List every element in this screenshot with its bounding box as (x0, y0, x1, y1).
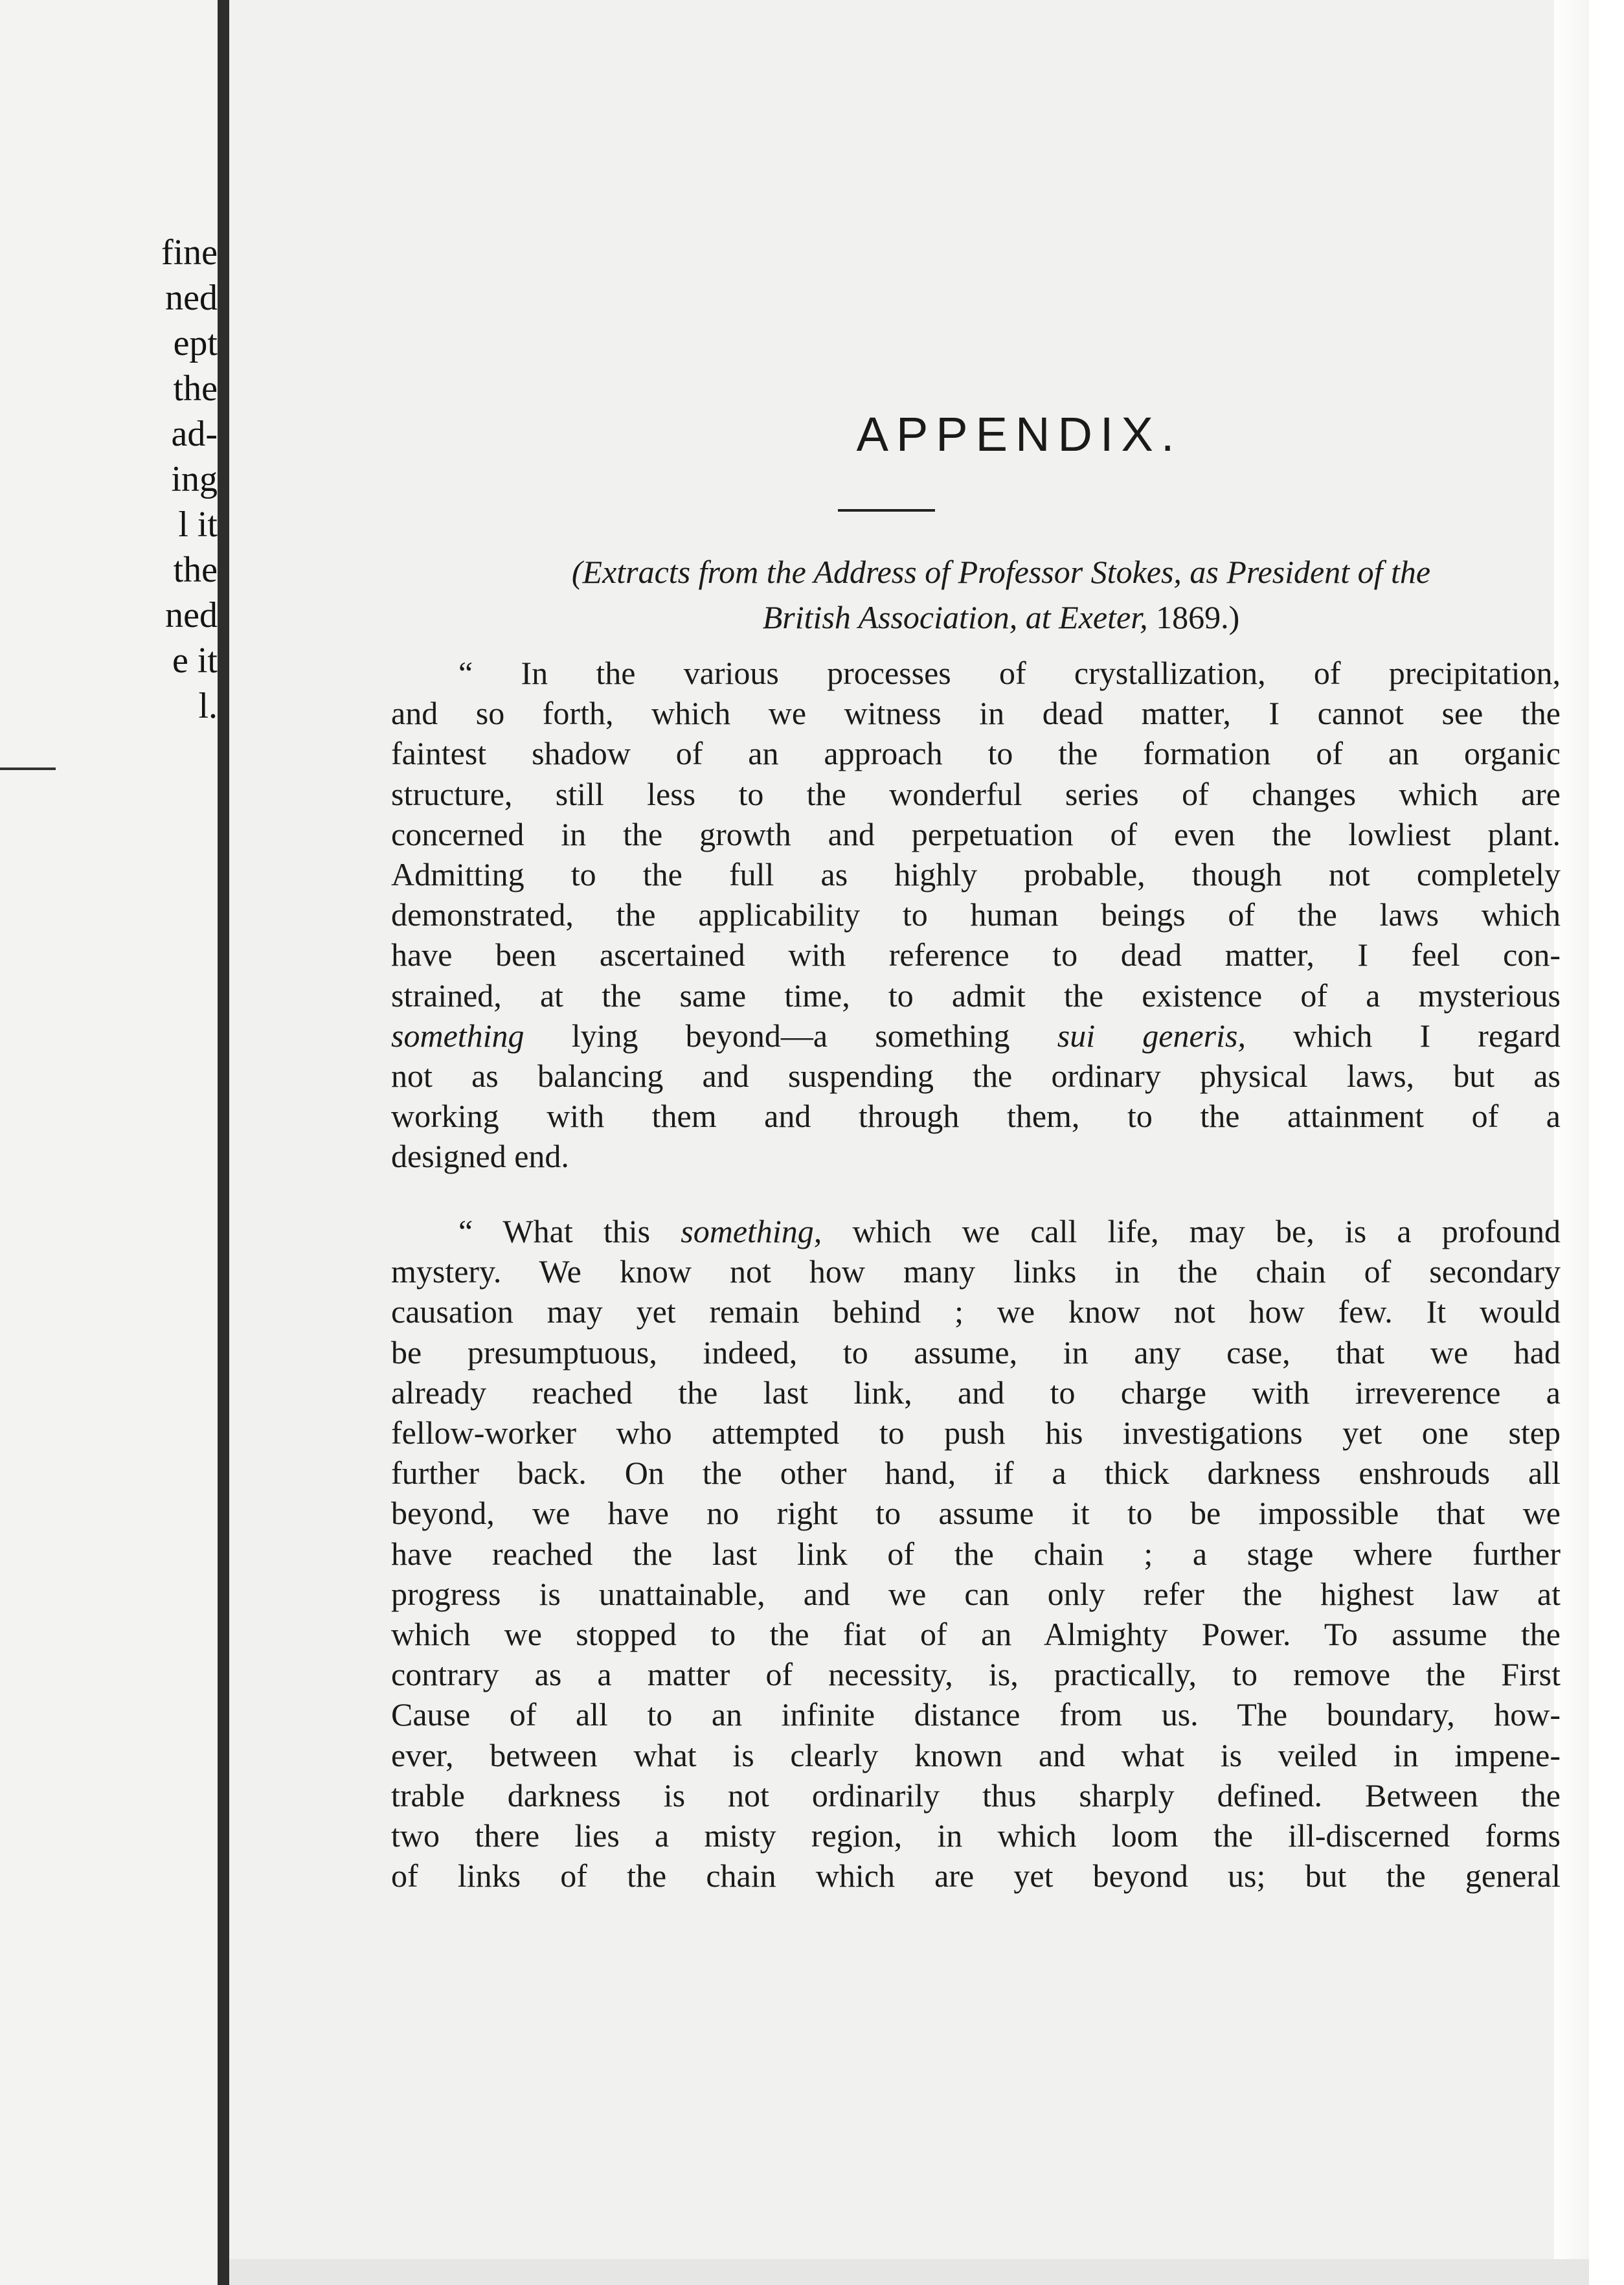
text-line (391, 1016, 1561, 1056)
text-line: contrary as a matter of necessity, is, practically, to remove the First (391, 1656, 1561, 1693)
text-span: lying beyond—a something (524, 1017, 1057, 1054)
left-page-fragment: ad- (171, 414, 218, 454)
page-title: APPENDIX. (856, 407, 1182, 461)
text-line: of links of the chain which are yet beyond us; but the general (391, 1858, 1561, 1894)
page-subtitle (412, 549, 1590, 640)
left-page-fragment: the (173, 550, 218, 590)
text-line: strained, at the same time, to admit the existence of a mysterious (391, 977, 1561, 1014)
left-page-fragment: ned (165, 278, 218, 318)
previous-page-edge (0, 0, 218, 2285)
text-line: not as balancing and suspending the ordinary physical laws, but as (391, 1058, 1561, 1095)
subtitle-year: 1869.) (1147, 599, 1240, 635)
page-bottom-shadow (229, 2259, 1589, 2285)
paragraph-2 (391, 1211, 1561, 1896)
text-line: be presumptuous, indeed, to assume, in any case, that we had (391, 1334, 1561, 1370)
text-line: two there lies a misty region, in which loom the ill-discerned forms (391, 1817, 1561, 1854)
text-line: demonstrated, the applicability to human beings of the laws which (391, 896, 1561, 933)
text-line: which we stopped to the fiat of an Almighty Power. To assume the (391, 1616, 1561, 1653)
left-page-fragment: ned (165, 595, 218, 635)
italic-phrase: sui generis, (1057, 1017, 1246, 1054)
text-line: causation may yet remain behind ; we know not how few. It would (391, 1293, 1561, 1330)
left-page-fragment: l. (198, 686, 218, 726)
italic-word: something (391, 1017, 524, 1054)
paragraph-1 (391, 653, 1561, 1177)
italic-word: something, (681, 1213, 822, 1249)
text-line: already reached the last link, and to charge with irreverence a (391, 1374, 1561, 1411)
subtitle-line-2 (412, 595, 1590, 640)
text-span: which we call life, may be, is a profound (822, 1213, 1561, 1249)
text-line (391, 1211, 1561, 1251)
title-divider (838, 509, 935, 512)
text-line: Admitting to the full as highly probable, though not completely (391, 856, 1561, 893)
text-line: have reached the last link of the chain ; a stage where further (391, 1535, 1561, 1572)
text-span: which I regard (1245, 1017, 1561, 1054)
text-line: Cause of all to an infinite distance from us. The boundary, how- (391, 1696, 1561, 1733)
left-page-fragment: ept (173, 323, 218, 363)
text-line: concerned in the growth and perpetuation of even the lowliest plant. (391, 815, 1561, 852)
left-page-fragment: fine (161, 233, 218, 273)
text-line: trable darkness is not ordinarily thus sharply defined. Between the (391, 1777, 1561, 1813)
text-line: further back. On the other hand, if a thick darkness enshrouds all (391, 1455, 1561, 1492)
subtitle-italic: British Association, at Exeter, (762, 599, 1148, 635)
left-page-fragment: e it (172, 641, 218, 681)
text-line: designed end. (391, 1138, 569, 1175)
text-line: “ In the various processes of crystallization, of precipitation, (458, 655, 1561, 691)
book-gutter (218, 0, 229, 2285)
subtitle-line-1: (Extracts from the Address of Professor Stokes, as President of the (571, 554, 1431, 590)
left-page-fragment: the (173, 369, 218, 409)
appendix-page (229, 0, 1589, 2285)
text-line: progress is unattainable, and we can only refer the highest law at (391, 1575, 1561, 1612)
text-line: fellow-worker who attempted to push his investigations yet one step (391, 1415, 1561, 1451)
text-line: ever, between what is clearly known and what is veiled in impene- (391, 1736, 1561, 1773)
left-page-fragment: ing (171, 459, 218, 499)
left-page-fragment: l it (178, 505, 218, 545)
text-line: beyond, we have no right to assume it to be impossible that we (391, 1495, 1561, 1532)
text-line: have been ascertained with reference to dead matter, I feel con- (391, 937, 1561, 973)
text-span: “ What this (458, 1213, 681, 1249)
left-page-rule (0, 767, 56, 770)
text-line: structure, still less to the wonderful series of changes which are (391, 775, 1561, 812)
text-line: working with them and through them, to the attainment of a (391, 1098, 1561, 1135)
text-line: mystery. We know not how many links in the chain of secondary (391, 1253, 1561, 1290)
text-line: and so forth, which we witness in dead matter, I cannot see the (391, 695, 1561, 732)
text-line: faintest shadow of an approach to the formation of an organic (391, 735, 1561, 772)
